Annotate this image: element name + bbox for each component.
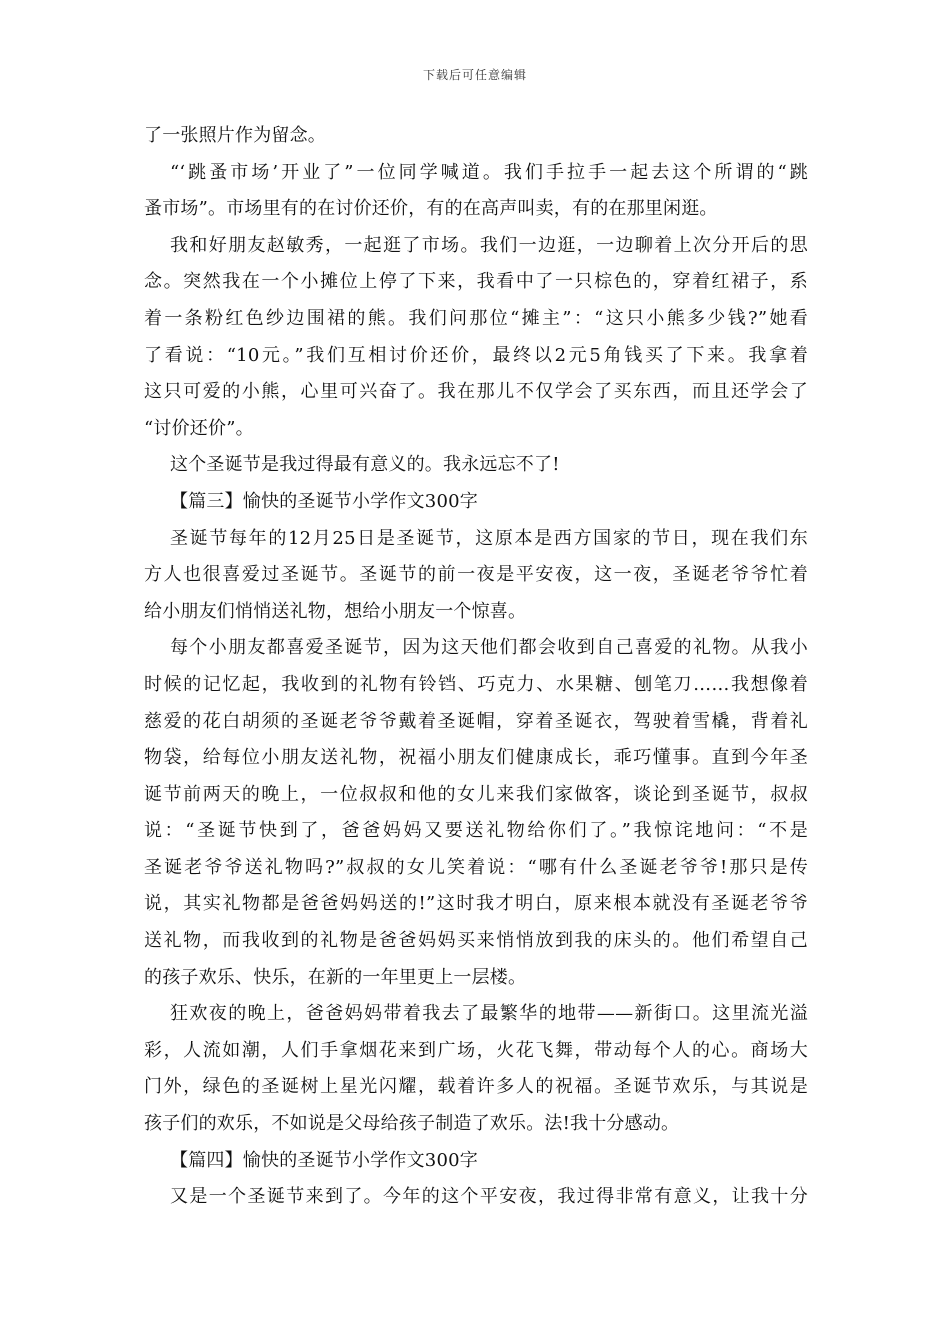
text-line: 这个圣诞节是我过得最有意义的。我永远忘不了! [170, 454, 560, 476]
text-line: 说：“圣诞节快到了，爸爸妈妈又要送礼物给你们了。”我惊诧地问：“不是 [144, 820, 808, 842]
text-line: 圣诞节每年的12月25日是圣诞节，这原本是西方国家的节日，现在我们东 [170, 527, 808, 549]
text-line: 蚤市场”。市场里有的在讨价还价，有的在高声叫卖，有的在那里闲逛。 [144, 198, 718, 220]
text-line: 圣诞老爷爷送礼物吗?”叔叔的女儿笑着说：“哪有什么圣诞老爷爷!那只是传 [144, 856, 808, 878]
text-line: 每个小朋友都喜爱圣诞节，因为这天他们都会收到自己喜爱的礼物。从我小 [170, 637, 808, 659]
text-line: 说，其实礼物都是爸爸妈妈送的!”这时我才明白，原来根本就没有圣诞老爷爷 [144, 893, 808, 915]
document-body [144, 118, 808, 1216]
text-line: 了看说：“10元。”我们互相讨价还价，最终以2元5角钱买了下来。我拿着 [144, 344, 808, 366]
text-line: 时候的记忆起，我收到的礼物有铃铛、巧克力、水果糖、刨笔刀……我想像着 [144, 673, 808, 695]
text-line: 这只可爱的小熊，心里可兴奋了。我在那儿不仅学会了买东西，而且还学会了 [144, 381, 808, 403]
text-line: 门外，绿色的圣诞树上星光闪耀，载着许多人的祝福。圣诞节欢乐，与其说是 [144, 1076, 808, 1098]
text-line: 我和好朋友赵敏秀，一起逛了市场。我们一边逛，一边聊着上次分开后的思 [170, 234, 808, 256]
text-line: 又是一个圣诞节来到了。今年的这个平安夜，我过得非常有意义，让我十分 [170, 1186, 808, 1208]
text-line: 了一张照片作为留念。 [144, 125, 326, 146]
text-line: 送礼物，而我收到的礼物是爸爸妈妈买来悄悄放到我的床头的。他们希望自己 [144, 930, 808, 952]
text-line: 慈爱的花白胡须的圣诞老爷爷戴着圣诞帽，穿着圣诞衣，驾驶着雪橇，背着礼 [144, 710, 808, 732]
text-line: 的孩子欢乐、快乐，在新的一年里更上一层楼。 [144, 966, 527, 988]
text-line: 【篇三】愉快的圣诞节小学作文300字 [170, 490, 478, 512]
text-line: 狂欢夜的晚上，爸爸妈妈带着我去了最繁华的地带——新街口。这里流光溢 [170, 1003, 808, 1025]
text-line: 孩子们的欢乐，不如说是父母给孩子制造了欢乐。法!我十分感动。 [144, 1113, 680, 1135]
text-line: 物袋，给每位小朋友送礼物，祝福小朋友们健康成长，乖巧懂事。直到今年圣 [144, 747, 808, 769]
text-line: 诞节前两天的晚上，一位叔叔和他的女儿来我们家做客，谈论到圣诞节，叔叔 [144, 783, 808, 805]
page-header: 下载后可任意编辑 [422, 68, 527, 82]
text-line: 彩，人流如潮，人们手拿烟花来到广场，火花飞舞，带动每个人的心。商场大 [144, 1039, 808, 1061]
text-line: 念。突然我在一个小摊位上停了下来，我看中了一只棕色的，穿着红裙子，系 [144, 271, 808, 293]
text-line: 方人也很喜爱过圣诞节。圣诞节的前一夜是平安夜，这一夜，圣诞老爷爷忙着 [144, 564, 808, 586]
text-line: “‘跳蚤市场’开业了”一位同学喊道。我们手拉手一起去这个所谓的“跳 [170, 161, 808, 183]
text-line: “讨价还价”。 [144, 417, 254, 439]
text-line: 着一条粉红色纱边围裙的熊。我们问那位“摊主”：“这只小熊多少钱?”她看 [144, 307, 808, 329]
text-line: 【篇四】愉快的圣诞节小学作文300字 [170, 1149, 478, 1171]
text-line: 给小朋友们悄悄送礼物，想给小朋友一个惊喜。 [144, 600, 527, 622]
